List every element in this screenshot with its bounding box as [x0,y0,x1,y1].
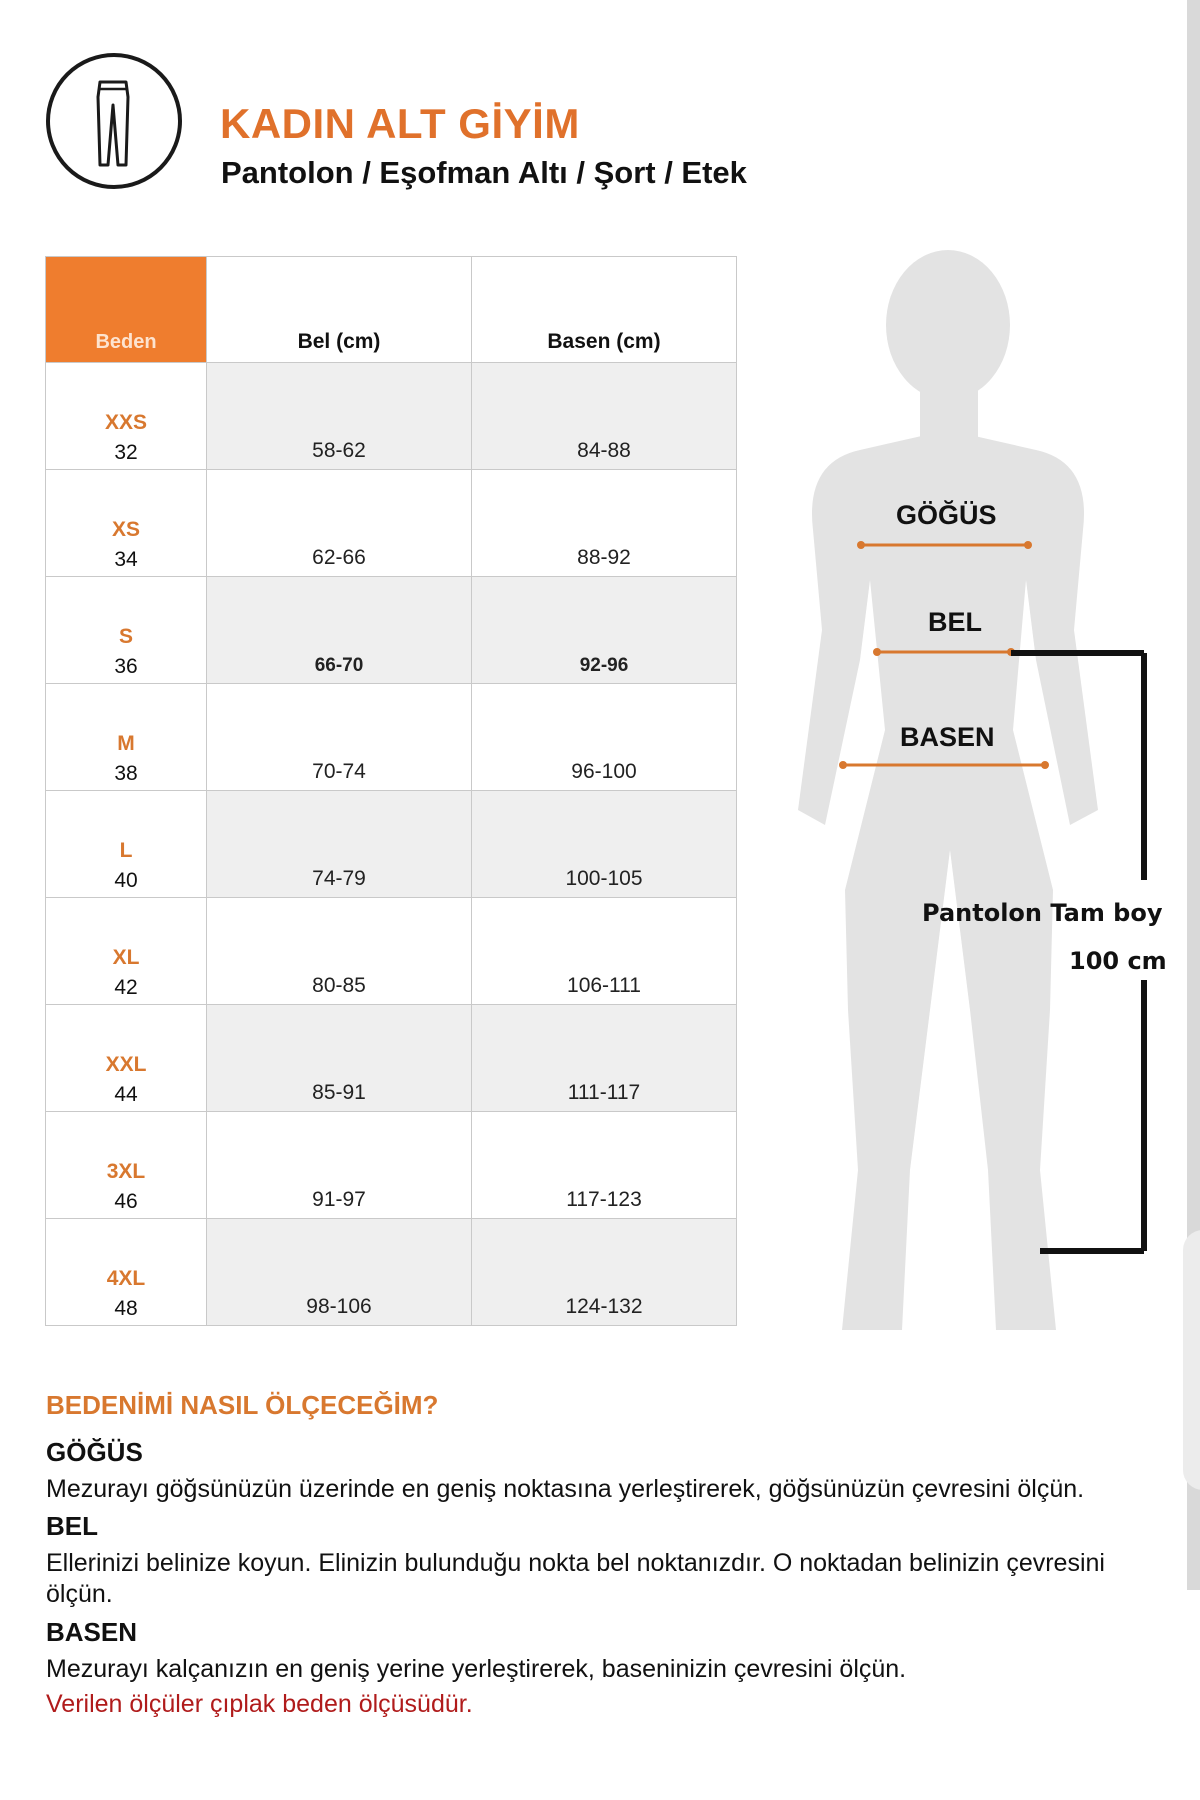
bel-value: 80-85 [207,898,472,1005]
guide-basen-title: BASEN [46,1617,138,1647]
basen-value: 106-111 [472,898,737,1005]
bel-value: 58-62 [207,363,472,470]
size-code: S [118,625,133,648]
page-subtitle: Pantolon / Eşofman Altı / Şort / Etek [221,155,747,190]
label-gogus: GÖĞÜS [896,500,997,530]
table-row [46,684,737,791]
size-code: XXS [104,411,148,434]
size-number: 48 [114,1297,138,1320]
size-code: 3XL [106,1160,146,1183]
size-code: XXL [105,1053,147,1076]
female-silhouette [798,250,1098,1330]
header-beden: Beden [46,257,207,363]
size-code: L [119,839,133,862]
size-cell [46,577,207,684]
body-silhouette-figure [770,250,1180,1350]
size-cell [46,470,207,577]
size-cell [46,363,207,470]
gogus-marker-left [857,541,865,549]
size-code: XS [111,518,140,541]
header-bel: Bel (cm) [207,257,472,363]
size-number: 42 [114,976,138,999]
bel-value: 74-79 [207,791,472,898]
size-cell [46,791,207,898]
table-row [46,577,737,684]
table-row [46,898,737,1005]
length-label-name: Pantolon Tam boy [922,899,1163,927]
length-label-value: 100 cm [1069,947,1167,975]
table-row [46,1005,737,1112]
guide-bel-text: Ellerinizi belinize koyun. Elinizin bulunduğu nokta bel noktanızdır. O noktadan belinizin çevresini ölçün. [46,1549,1105,1608]
page-title: KADIN ALT GİYİM [220,100,580,147]
header-basen: Basen (cm) [472,257,737,363]
size-number: 40 [114,869,138,892]
basen-value: 100-105 [472,791,737,898]
bel-marker-left [873,648,881,656]
bel-value: 91-97 [207,1112,472,1219]
guide-gogus-title: GÖĞÜS [46,1437,143,1467]
table-header-row [46,257,737,363]
table-row [46,1219,737,1326]
size-code: M [117,732,135,755]
guide-basen-text: Mezurayı kalçanızın en geniş yerine yerleştirerek, baseninizin çevresini ölçün. [46,1655,907,1683]
basen-marker-right [1041,761,1049,769]
size-number: 38 [114,762,138,785]
size-cell [46,1005,207,1112]
size-number: 36 [114,655,138,678]
basen-value: 84-88 [472,363,737,470]
bel-value: 98-106 [207,1219,472,1326]
note-text: Verilen ölçüler çıplak beden ölçüsüdür. [46,1690,473,1718]
table-row [46,1112,737,1219]
size-code: 4XL [106,1267,146,1290]
size-cell [46,898,207,1005]
size-number: 32 [114,441,138,464]
size-number: 46 [114,1190,138,1213]
guide-heading: BEDENİMİ NASIL ÖLÇECEĞİM? [46,1390,439,1420]
table-row [46,470,737,577]
table-row [46,363,737,470]
guide-bel-title: BEL [46,1511,98,1541]
size-cell [46,684,207,791]
table-row [46,791,737,898]
size-table [45,256,737,1326]
size-cell [46,1112,207,1219]
bel-value: 70-74 [207,684,472,791]
label-bel: BEL [928,607,982,637]
gogus-marker-right [1024,541,1032,549]
basen-value: 117-123 [472,1112,737,1219]
size-cell [46,1219,207,1326]
basen-value: 92-96 [472,577,737,684]
basen-value: 124-132 [472,1219,737,1326]
guide-gogus-text: Mezurayı göğsünüzün üzerinde en geniş noktasına yerleştirerek, göğsünüzün çevresini ölçün. [46,1475,1085,1503]
basen-value: 88-92 [472,470,737,577]
pants-icon [46,53,182,189]
basen-marker-left [839,761,847,769]
label-basen: BASEN [900,722,995,752]
basen-value: 111-117 [472,1005,737,1112]
bel-value: 85-91 [207,1005,472,1112]
basen-value: 96-100 [472,684,737,791]
size-code: XL [112,946,140,969]
adjacent-image-fragment [1183,1230,1200,1490]
bel-value: 66-70 [207,577,472,684]
size-number: 34 [114,548,138,571]
size-number: 44 [114,1083,138,1106]
bel-value: 62-66 [207,470,472,577]
